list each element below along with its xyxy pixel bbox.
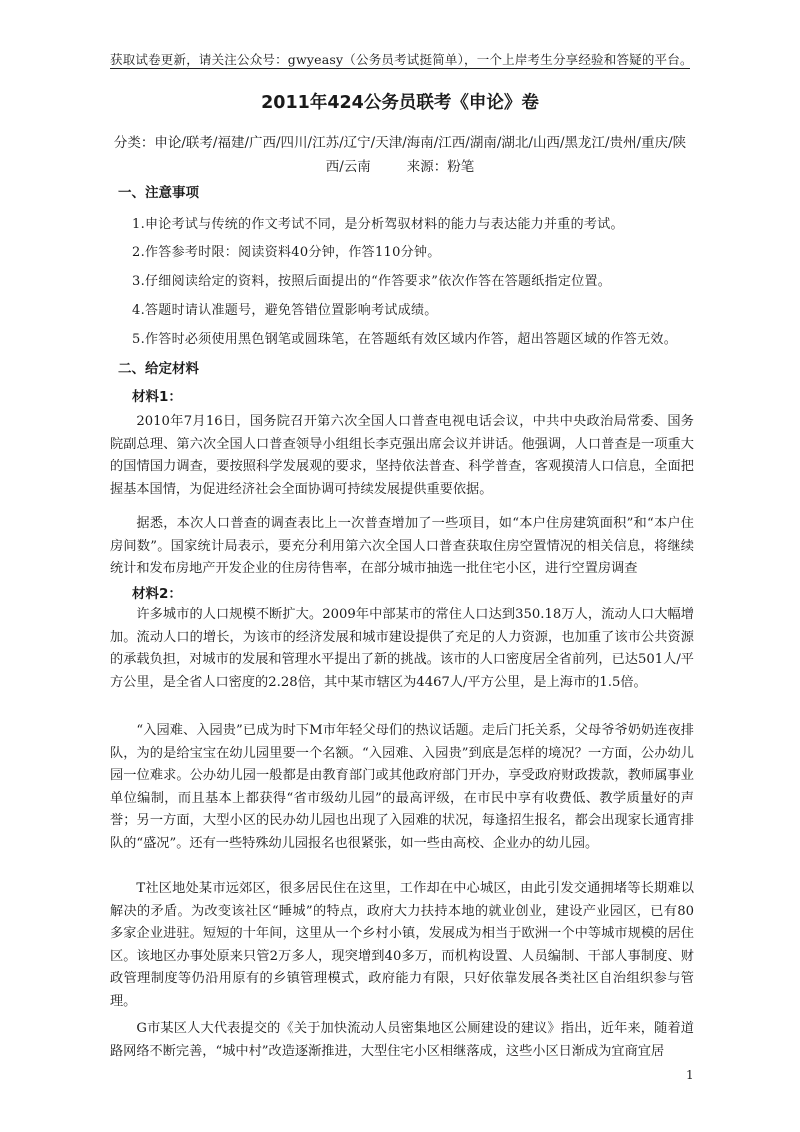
category-list: 申论/联考/福建/广西/四川/江苏/辽宁/天津/海南/江西/湖南/湖北/山西/黑龙江/贵州/重庆/陕西/云南 <box>154 135 687 175</box>
header-divider <box>110 68 690 69</box>
note-item: 2.作答参考时限：阅读资料40分钟，作答110分钟。 <box>132 245 441 260</box>
material-2-paragraph: T社区地处某市远郊区，很多居民住在这里，工作却在中心城区，由此引发交通拥堵等长期难以解决的矛盾。为改变该社区“睡城”的特点，政府大力扶持本地的就业创业，建设产业园区，已有80多家企业进驻。短短的十年间，这里从一个乡村小镇，发展成为相当于欧洲一个中等城市规模的居住区。该地区办事处原来只管2万多人，现突增到40多万，而机构设置、人员编制、干部人事制度、财政管理制度等仍沿用原有的乡镇管理模式，政府能力有限，只好依靠发展各类社区自治组织参与管理。 <box>110 881 694 1009</box>
material-2-paragraph: 许多城市的人口规模不断扩大。2009年中部某市的常住人口达到350.18万人，流动人口大幅增加。流动人口的增长，为该市的经济发展和城市建设提供了充足的人力资源，也加重了该市公共资源的承载负担，对城市的发展和管理水平提出了新的挑战。该市的人口密度居全省前列，已达501人/平方公里，是全省人口密度的2.28倍，其中某市辖区为4467人/平方公里，是上海市的1.5倍。 <box>110 607 694 690</box>
material-2-paragraph: “入园难、入园贵”已成为时下M市年轻父母们的热议话题。走后门托关系，父母爷爷奶奶连夜排队，为的是给宝宝在幼儿园里要一个名额。“入园难、入园贵”到底是怎样的境况？一方面，公办幼儿园一位难求。公办幼儿园一般都是由教育部门或其他政府部门开办，享受政府财政拨款，教师属事业单位编制，而且基本上都获得“省市级幼儿园”的最高评级，在市民中享有收费低、教学质量好的声誉；另一方面，大型小区的民办幼儿园也出现了入园难的状况，每逢招生报名，都会出现家长通宵排队的“盛况”。还有一些特殊幼儿园报名也很紧张，如一些由高校、企业办的幼儿园。 <box>110 723 694 851</box>
note-item: 4.答题时请认准题号，避免答错位置影响考试成绩。 <box>132 303 438 318</box>
material-2-paragraph: G市某区人大代表提交的《关于加快流动人员密集地区公厕建设的建议》指出，近年来，随着道路网络不断完善，“城中村”改造逐渐推进，大型住宅小区相继落成，这些小区日渐成为宜商宜居 <box>110 1021 694 1059</box>
header-banner: 获取试卷更新，请关注公众号：gwyeasy（公务员考试挺简单），一个上岸考生分享经验和答疑的平台。 <box>110 52 693 67</box>
material-1-label: 材料1： <box>132 389 182 405</box>
note-item: 5.作答时必须使用黑色钢笔或圆珠笔，在答题纸有效区域内作答，超出答题区域的作答无效。 <box>132 332 678 347</box>
section-heading-materials: 二、给定材料 <box>118 361 199 377</box>
note-item: 1.申论考试与传统的作文考试不同，是分析驾驭材料的能力与表达能力并重的考试。 <box>132 217 624 232</box>
category-label: 分类： <box>113 135 155 151</box>
material-1-paragraph: 据悉，本次人口普查的调查表比上一次普查增加了一些项目，如“本户住房建筑面积”和“本户住房间数”。国家统计局表示，要充分利用第六次全国人口普查获取住房空置情况的相关信息，将继续统计和发布房地产开发企业的住房待售率，在部分城市抽选一批住宅小区，进行空置房调查 <box>110 516 694 576</box>
page-number: 1 <box>686 1068 694 1082</box>
source-label: 来源： <box>406 159 448 175</box>
document-meta <box>110 131 690 179</box>
note-item: 3.仔细阅读给定的资料，按照后面提出的“作答要求”依次作答在答题纸指定位置。 <box>132 274 612 289</box>
document-title: 2011年424公务员联考《申论》卷 <box>261 93 539 113</box>
material-2-label: 材料2： <box>132 586 182 602</box>
material-1-paragraph: 2010年7月16日，国务院召开第六次全国人口普查电视电话会议，中共中央政治局常委、国务院副总理、第六次全国人口普查领导小组组长李克强出席会议并讲话。他强调，人口普查是一项重大的国情国力调查，要按照科学发展观的要求，坚持依法普查、科学普查，客观摸清人口信息，全面把握基本国情，为促进经济社会全面协调可持续发展提供重要依据。 <box>110 414 694 497</box>
source-value: 粉笔 <box>447 159 475 175</box>
section-heading-notes: 一、注意事项 <box>118 185 199 201</box>
